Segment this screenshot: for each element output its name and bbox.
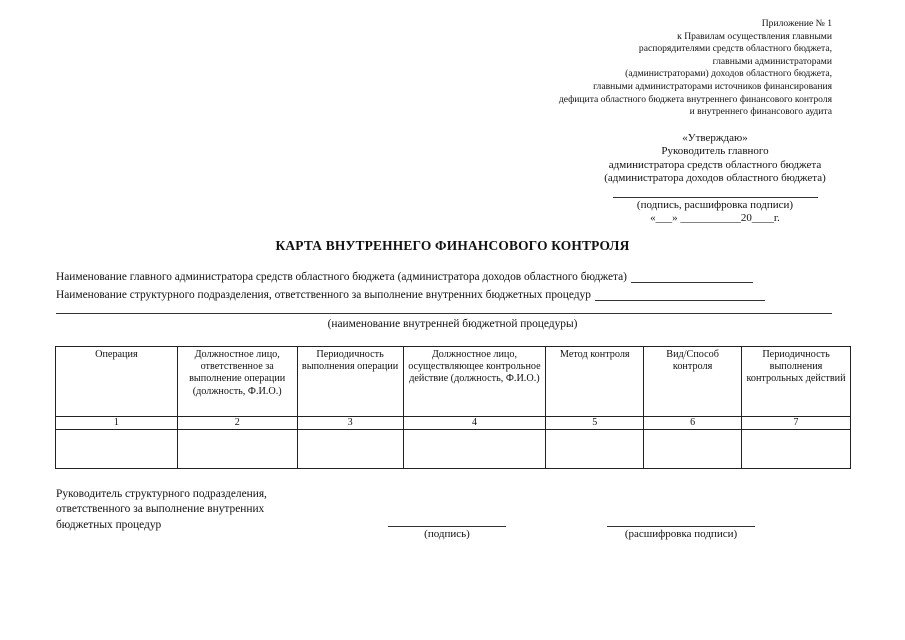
- column-number: 5: [546, 417, 644, 430]
- column-number: 3: [297, 417, 403, 430]
- appendix-line: распорядителями средств областного бюджета,: [638, 43, 832, 55]
- empty-cell: [56, 430, 178, 469]
- column-number: 7: [742, 417, 851, 430]
- approval-line: администратора средств областного бюджета: [608, 158, 822, 171]
- decoding-caption: (расшифровка подписи): [607, 526, 755, 540]
- control-map-table: [55, 346, 851, 469]
- empty-data-row: [56, 430, 851, 469]
- document-title: КАРТА ВНУТРЕННЕГО ФИНАНСОВОГО КОНТРОЛЯ: [275, 238, 630, 253]
- subdivision-head-block: [56, 487, 316, 533]
- subdivision-field: [56, 289, 765, 301]
- approval-block: [580, 132, 850, 225]
- main-admin-field: [56, 271, 753, 283]
- subdivision-head-line: Руководитель структурного подразделения,: [56, 488, 267, 500]
- column-number: 2: [177, 417, 297, 430]
- col-header-type: Вид/Способ контроля: [644, 347, 742, 417]
- signature-caption: (подпись): [388, 526, 506, 540]
- column-number: 4: [403, 417, 546, 430]
- col-header-periodicity: Периодичность выполнения операции: [297, 347, 403, 417]
- empty-cell: [546, 430, 644, 469]
- approval-line: (администратора доходов областного бюджета): [604, 172, 826, 185]
- col-header-responsible: Должностное лицо, ответственное за выполнение операции (должность, Ф.И.О.): [177, 347, 297, 417]
- col-header-controller: Должностное лицо, осуществляющее контрольное действие (должность, Ф.И.О.): [403, 347, 546, 417]
- appendix-line: Приложение № 1: [761, 18, 832, 29]
- approval-heading: «Утверждаю»: [682, 132, 748, 144]
- subdivision-label: Наименование структурного подразделения, ответственного за выполнение внутренних бюджетных процедур: [56, 289, 591, 301]
- subdivision-fill-line: [595, 289, 765, 301]
- procedure-fill-line: [56, 313, 832, 314]
- table-header-row: [56, 347, 851, 417]
- approval-signature-caption: (подпись, расшифровка подписи): [636, 198, 794, 211]
- subdivision-head-line: бюджетных процедур: [56, 518, 162, 531]
- column-number: 6: [644, 417, 742, 430]
- col-header-method: Метод контроля: [546, 347, 644, 417]
- empty-cell: [177, 430, 297, 469]
- main-admin-fill-line: [631, 271, 753, 283]
- column-number: 1: [56, 417, 178, 430]
- col-header-control-periodicity: Периодичность выполнения контрольных действий: [742, 347, 851, 417]
- column-number-row: [56, 417, 851, 430]
- empty-cell: [403, 430, 546, 469]
- approval-date-line: «___» ___________20____г.: [650, 212, 780, 225]
- procedure-caption: (наименование внутренней бюджетной процедуры): [327, 318, 578, 330]
- empty-cell: [644, 430, 742, 469]
- approval-signature-line: [613, 197, 818, 198]
- empty-cell: [742, 430, 851, 469]
- appendix-line: главными администраторами источников финансирования: [593, 80, 832, 92]
- empty-cell: [297, 430, 403, 469]
- appendix-line: дефицита областного бюджета внутреннего финансового контроля: [558, 93, 832, 105]
- subdivision-head-line: ответственного за выполнение внутренних: [56, 503, 265, 516]
- approval-line: Руководитель главного: [661, 145, 769, 158]
- appendix-line: к Правилам осуществления главными: [677, 30, 832, 42]
- appendix-line: (администраторами) доходов областного бюджета,: [625, 68, 832, 80]
- appendix-line: главными администраторами: [712, 55, 832, 67]
- col-header-operation: Операция: [56, 347, 178, 417]
- appendix-block: [472, 18, 832, 119]
- appendix-line: и внутреннего финансового аудита: [689, 106, 832, 118]
- main-admin-label: Наименование главного администратора средств областного бюджета (администратора доходов областного бюджета): [56, 271, 627, 283]
